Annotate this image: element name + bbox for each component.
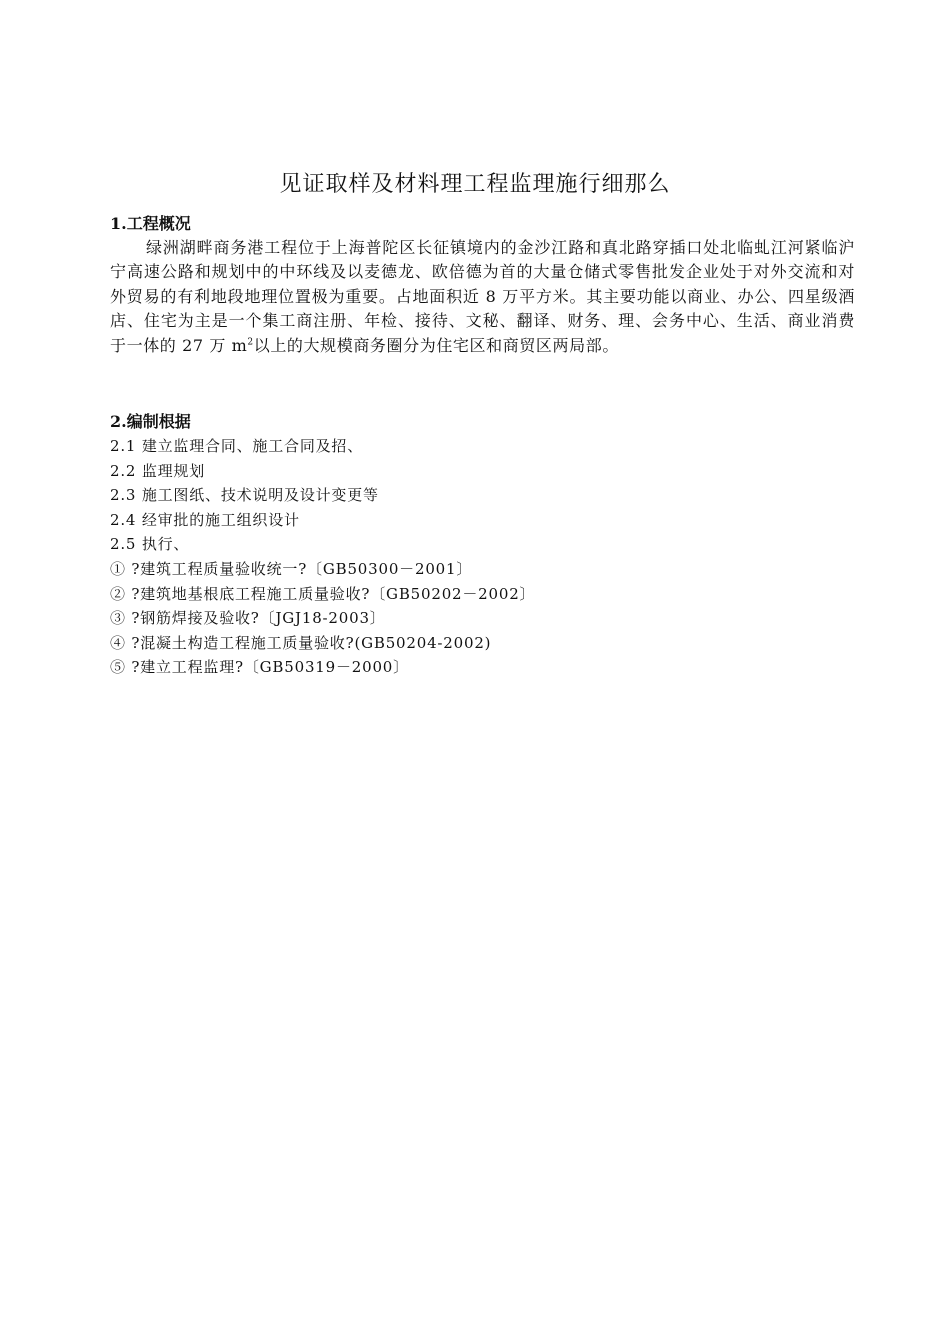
basis-item: ⑤ ?建立工程监理?〔GB50319－2000〕 <box>110 658 409 677</box>
section-basis <box>110 410 855 680</box>
basis-item: 2.4 经审批的施工组织设计 <box>110 510 300 529</box>
basis-item: 2.1 建立监理合同、施工合同及招、 <box>110 437 364 455</box>
paragraph-text: 绿洲湖畔商务港工程位于上海普陀区长征镇境内的金沙江路和真北路穿插口处北临虬江河紧临沪宁高速公路和规划中的中环线及以麦德龙、欧倍德为首的大量仓储式零售批发企业处于对外交流和对外贸易的有利地段地理位置极为重要。占地面积近 8 万平方米。其主要功能以商业、办公、四星级酒店、住宅为主是一个集工商注册、年检、接待、文秘、翻译、财务、理、会务中心、生活、商业消费于一体的 27 万 m <box>110 238 855 355</box>
section-project-overview <box>110 212 855 358</box>
section-heading: 1.工程概况 <box>110 214 191 233</box>
basis-item: ③ ?钢筋焊接及验收?〔JGJ18-2003〕 <box>110 609 386 628</box>
overview-paragraph <box>110 236 855 358</box>
basis-item: 2.5 执行、 <box>110 535 190 554</box>
section-heading: 2.编制根据 <box>110 412 191 431</box>
document-title: 见证取样及材料理工程监理施行细那么 <box>279 172 671 197</box>
basis-item: 2.2 监理规划 <box>110 461 206 480</box>
basis-item: 2.3 施工图纸、技术说明及设计变更等 <box>110 486 379 505</box>
basis-item: ① ?建筑工程质量验收统一?〔GB50300－2001〕 <box>110 559 473 578</box>
basis-item: ② ?建筑地基根底工程施工质量验收?〔GB50202－2002〕 <box>110 584 536 603</box>
paragraph-text-end: 以上的大规模商务圈分为住宅区和商贸区两局部。 <box>253 335 619 355</box>
basis-item: ④ ?混凝土构造工程施工质量验收?(GB50204-2002) <box>110 633 492 652</box>
superscript-2: 2 <box>247 337 254 348</box>
